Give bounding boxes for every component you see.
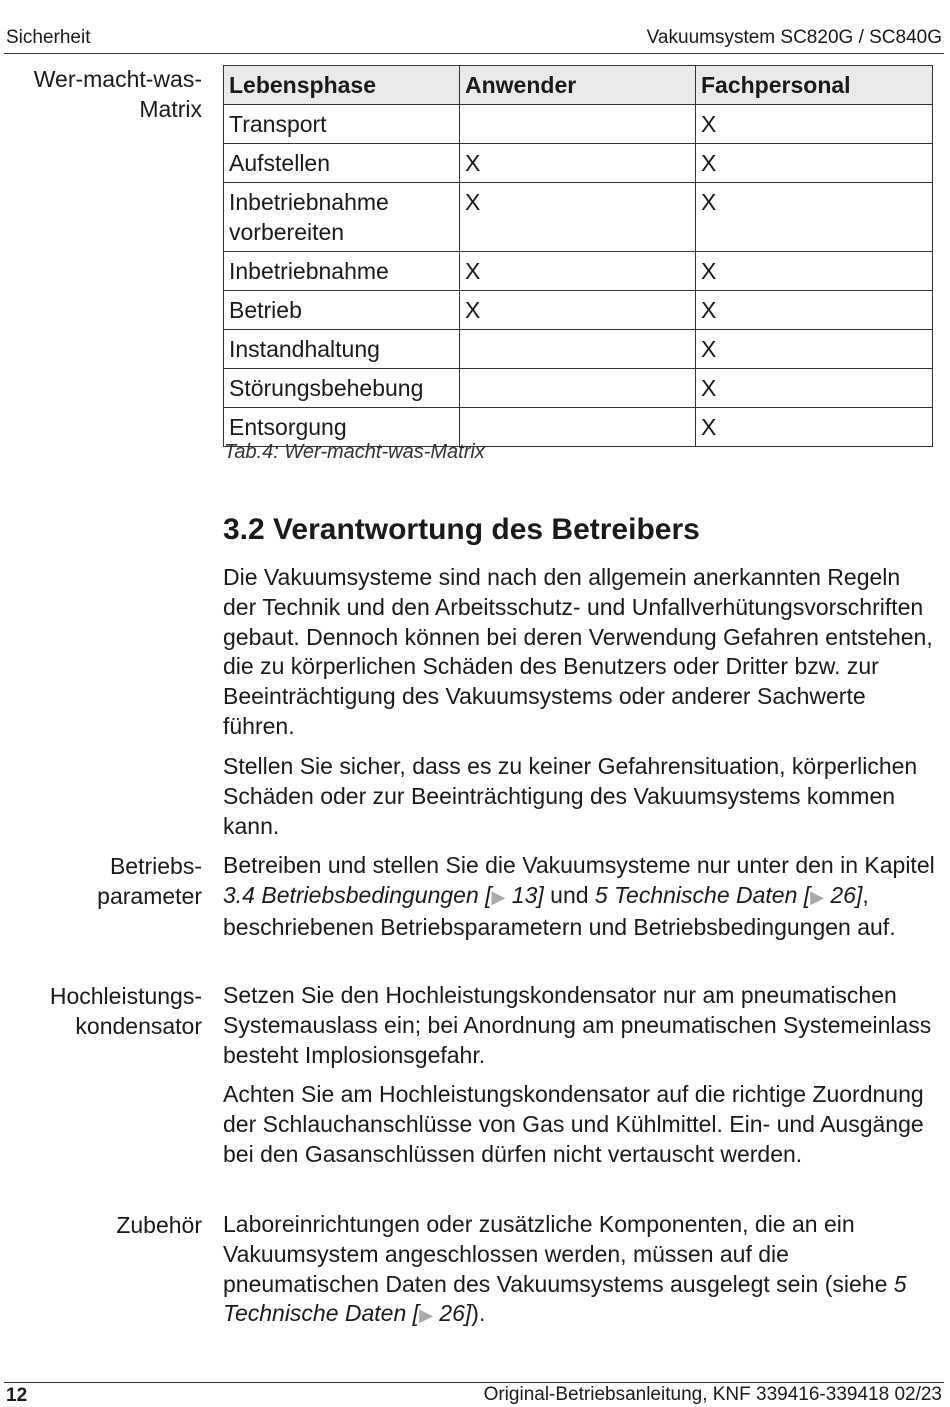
link-technical-data[interactable]: 5 Technische Daten [▶ 26]	[223, 1270, 907, 1327]
accessories-label: Zubehör	[116, 1212, 202, 1238]
phase-cell: Instandhaltung	[224, 330, 460, 369]
column-header-specialist: Fachpersonal	[696, 66, 933, 105]
condenser-label: Hochleistungs- kondensator	[49, 983, 202, 1039]
header-product: Vakuumsystem SC820G / SC840G	[646, 27, 942, 48]
footer-divider	[4, 1382, 944, 1383]
page-ref-arrow-icon: ▶	[491, 886, 506, 907]
user-cell: X	[460, 252, 696, 291]
header-chapter: Sicherheit	[6, 27, 91, 48]
specialist-cell: X	[696, 105, 933, 144]
intro-paragraph: Die Vakuumsysteme sind nach den allgemein anerkannten Regeln der Technik und den Arbeitsschutz- und Unfallverhütungsvorschriften gebaut. Dennoch können bei deren Verwendung Gefahren entstehen, die zu körperlichen Schäden des Benutzers oder Dritter bzw. zur Beeinträchtigung des Vakuumsystems oder anderer Sachwerte führen.	[223, 564, 933, 739]
specialist-cell: X	[696, 369, 933, 408]
phase-cell: Betrieb	[224, 291, 460, 330]
user-cell	[460, 369, 696, 408]
table-row	[224, 144, 933, 183]
table-row	[224, 252, 933, 291]
specialist-cell: X	[696, 183, 933, 252]
table-caption: Tab.4: Wer-macht-was-Matrix	[224, 441, 485, 463]
page-number: 12	[6, 1385, 28, 1406]
phase-cell: Störungsbehebung	[224, 369, 460, 408]
specialist-cell: X	[696, 252, 933, 291]
table-row	[224, 183, 933, 252]
table-row	[224, 369, 933, 408]
condenser-paragraph-1: Setzen Sie den Hochleistungskondensator nur am pneumatischen Systemauslass ein; bei Anordnung am pneumatischen Systemeinlass besteht Implosionsgefahr.	[223, 982, 932, 1068]
page-ref-arrow-icon: ▶	[419, 1305, 433, 1326]
operating-parameters-label: Betriebs- parameter	[97, 853, 202, 909]
accessories-paragraph: Laboreinrichtungen oder zusätzliche Komponenten, die an ein Vakuumsystem angeschlossen werden, müssen auf die pneumatischen Daten des Vakuumsystems ausgelegt sein (siehe 5 Technische Daten [▶ 26]).	[223, 1211, 907, 1327]
safety-paragraph: Stellen Sie sicher, dass es zu keiner Gefahrensituation, körperlichen Schäden oder zur Beeinträchtigung des Vakuumsystems kommen kann.	[223, 753, 918, 839]
specialist-cell: X	[696, 291, 933, 330]
specialist-cell: X	[696, 144, 933, 183]
table-row	[224, 105, 933, 144]
phase-cell: Entsorgung	[224, 408, 460, 447]
footer-document-id: Original-Betriebsanleitung, KNF 339416-339418 02/23	[483, 1384, 942, 1405]
phase-cell: Aufstellen	[224, 144, 460, 183]
operating-parameters-paragraph: Betreiben und stellen Sie die Vakuumsysteme nur unter den in Kapitel 3.4 Betriebsbedingungen [▶ 13] und 5 Technische Daten [▶ 26], beschriebenen Betriebsparametern und Betriebsbedingungen auf.	[223, 852, 935, 940]
user-cell: X	[460, 183, 696, 252]
page-ref-arrow-icon: ▶	[810, 886, 824, 907]
column-header-phase: Lebensphase	[224, 66, 460, 105]
column-header-user: Anwender	[460, 66, 696, 105]
phase-cell: Inbetriebnahme vorbereiten	[224, 183, 460, 252]
section-heading: 3.2 Verantwortung des Betreibers	[223, 513, 700, 546]
specialist-cell: X	[696, 330, 933, 369]
link-operating-conditions[interactable]: 3.4 Betriebsbedingungen [▶ 13]	[223, 881, 544, 908]
table-row	[224, 330, 933, 369]
user-cell	[460, 105, 696, 144]
specialist-cell: X	[696, 408, 933, 447]
user-cell	[460, 330, 696, 369]
user-cell	[460, 408, 696, 447]
phase-cell: Inbetriebnahme	[224, 252, 460, 291]
user-cell: X	[460, 144, 696, 183]
table-header-row	[224, 66, 933, 105]
condenser-paragraph-2: Achten Sie am Hochleistungskondensator auf die richtige Zuordnung der Schlauchanschlüsse von Gas und Kühlmittel. Ein- und Ausgänge bei den Gasanschlüssen dürfen nicht vertauscht werden.	[223, 1081, 924, 1167]
responsibility-matrix-table	[223, 65, 933, 447]
phase-cell: Transport	[224, 105, 460, 144]
user-cell: X	[460, 291, 696, 330]
table-row	[224, 291, 933, 330]
matrix-side-label: Wer-macht-was- Matrix	[33, 66, 202, 122]
header-divider	[4, 53, 944, 54]
link-technical-data[interactable]: 5 Technische Daten [▶ 26]	[594, 881, 863, 908]
